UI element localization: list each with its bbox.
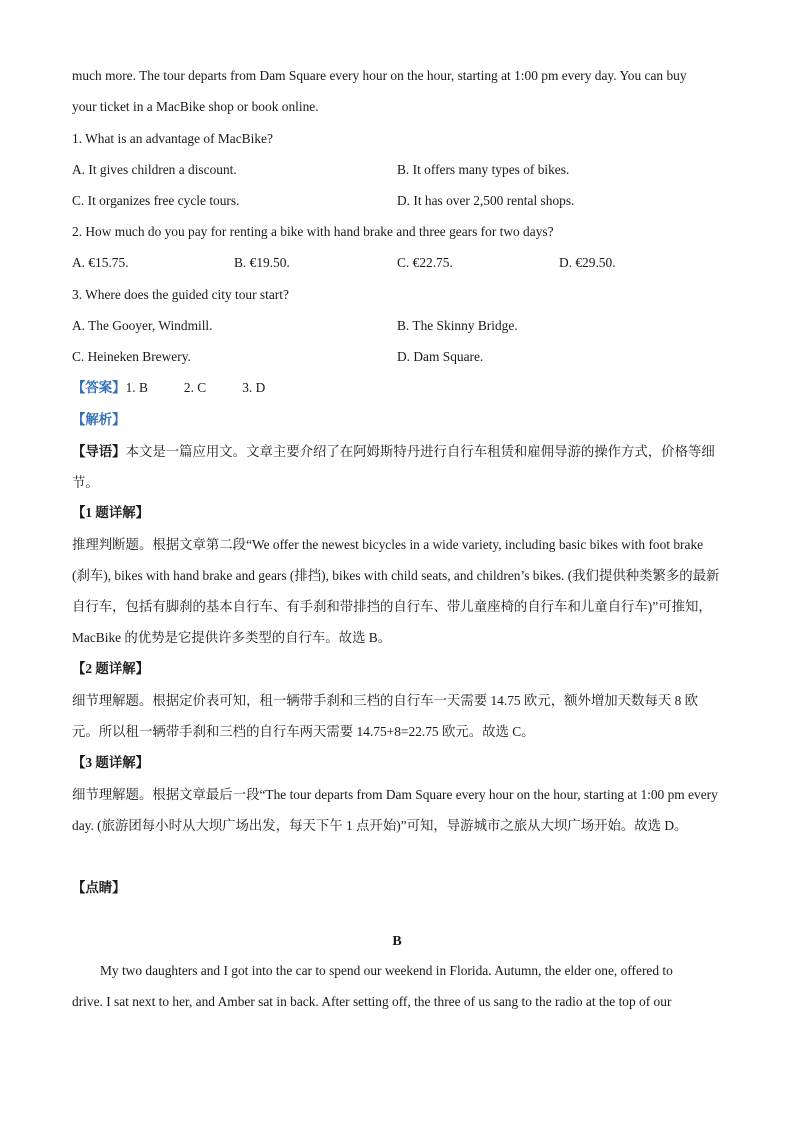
question-1-option-a: A. It gives children a discount. xyxy=(72,162,237,177)
question-2-option-a: A. €15.75. xyxy=(72,255,129,270)
guide-label: 【导语】 xyxy=(72,444,126,459)
analysis-label: 【解析】 xyxy=(72,412,126,427)
intro-line-1: much more. The tour departs from Dam Square every hour on the hour, starting at 1:00 pm every day. You can buy xyxy=(72,68,687,83)
answer-label: 【答案】 xyxy=(72,380,126,395)
question-3-stem: 3. Where does the guided city tour start? xyxy=(72,287,289,302)
section-b-paragraph: My two daughters and I got into the car to spend our weekend in Florida. Autumn, the elder one, offered to drive. I sat next to her, and Amber sat in back. After setting off, the three of us sang to the radio at the top of our xyxy=(72,963,673,1009)
intro-line-2: your ticket in a MacBike shop or book online. xyxy=(72,99,319,114)
detail-3-text: 细节理解题。根据文章最后一段“The tour departs from Dam Square every hour on the hour, starting at 1:00 pm every day. (旅游团每小时从大坝广场出发，每天下午 1 点开始)”可知，导游城市之旅从大坝广场开始。故选 D。 xyxy=(72,787,718,833)
question-3-option-d: D. Dam Square. xyxy=(397,349,484,364)
answer-item-2: 2. C xyxy=(183,380,207,395)
comment-label: 【点睛】 xyxy=(72,880,126,895)
question-2-stem: 2. How much do you pay for renting a bike with hand brake and three gears for two days? xyxy=(72,224,554,239)
guide-text: 本文是一篇应用文。文章主要介绍了在阿姆斯特丹进行自行车租赁和雇佣导游的操作方式，价格等细节。 xyxy=(72,444,715,490)
question-1-option-b: B. It offers many types of bikes. xyxy=(397,162,570,177)
detail-1-text: 推理判断题。根据文章第二段“We offer the newest bicycles in a wide variety, including basic bikes with foot brake (刹车), bikes with hand brake and gears (排挡), bikes with child seats, and children’s bikes. (我们提供种类繁多的最新自行车，包括有脚刹的基本自行车、有手刹和带排挡的自行车、带儿童座椅的自行车和儿童自行车)”可推知，MacBike 的优势是它提供许多类型的自行车。故选 B。 xyxy=(72,537,720,645)
detail-2-text: 细节理解题。根据定价表可知，租一辆带手刹和三档的自行车一天需要 14.75 欧元，额外增加天数每天 8 欧元。所以租一辆带手刹和三档的自行车两天需要 14.75+8=22.75 欧元。故选 C。 xyxy=(72,693,699,739)
answer-item-1: 1. B xyxy=(125,380,148,395)
question-1-option-d: D. It has over 2,500 rental shops. xyxy=(397,193,575,208)
question-2-option-c: C. €22.75. xyxy=(397,255,453,270)
question-1-stem: 1. What is an advantage of MacBike? xyxy=(72,131,273,146)
answer-item-3: 3. D xyxy=(242,380,266,395)
question-2-option-d: D. €29.50. xyxy=(559,255,616,270)
question-2-option-b: B. €19.50. xyxy=(234,255,290,270)
question-3-option-c: C. Heineken Brewery. xyxy=(72,349,191,364)
section-b-title: B xyxy=(392,934,402,949)
detail-1-label: 【1 题详解】 xyxy=(72,505,149,520)
detail-2-label: 【2 题详解】 xyxy=(72,661,149,676)
answer-row xyxy=(72,379,265,397)
question-3-option-b: B. The Skinny Bridge. xyxy=(397,318,518,333)
guide-paragraph xyxy=(72,436,722,498)
detail-3-label: 【3 题详解】 xyxy=(72,755,149,770)
question-1-option-c: C. It organizes free cycle tours. xyxy=(72,193,240,208)
question-3-option-a: A. The Gooyer, Windmill. xyxy=(72,318,213,333)
